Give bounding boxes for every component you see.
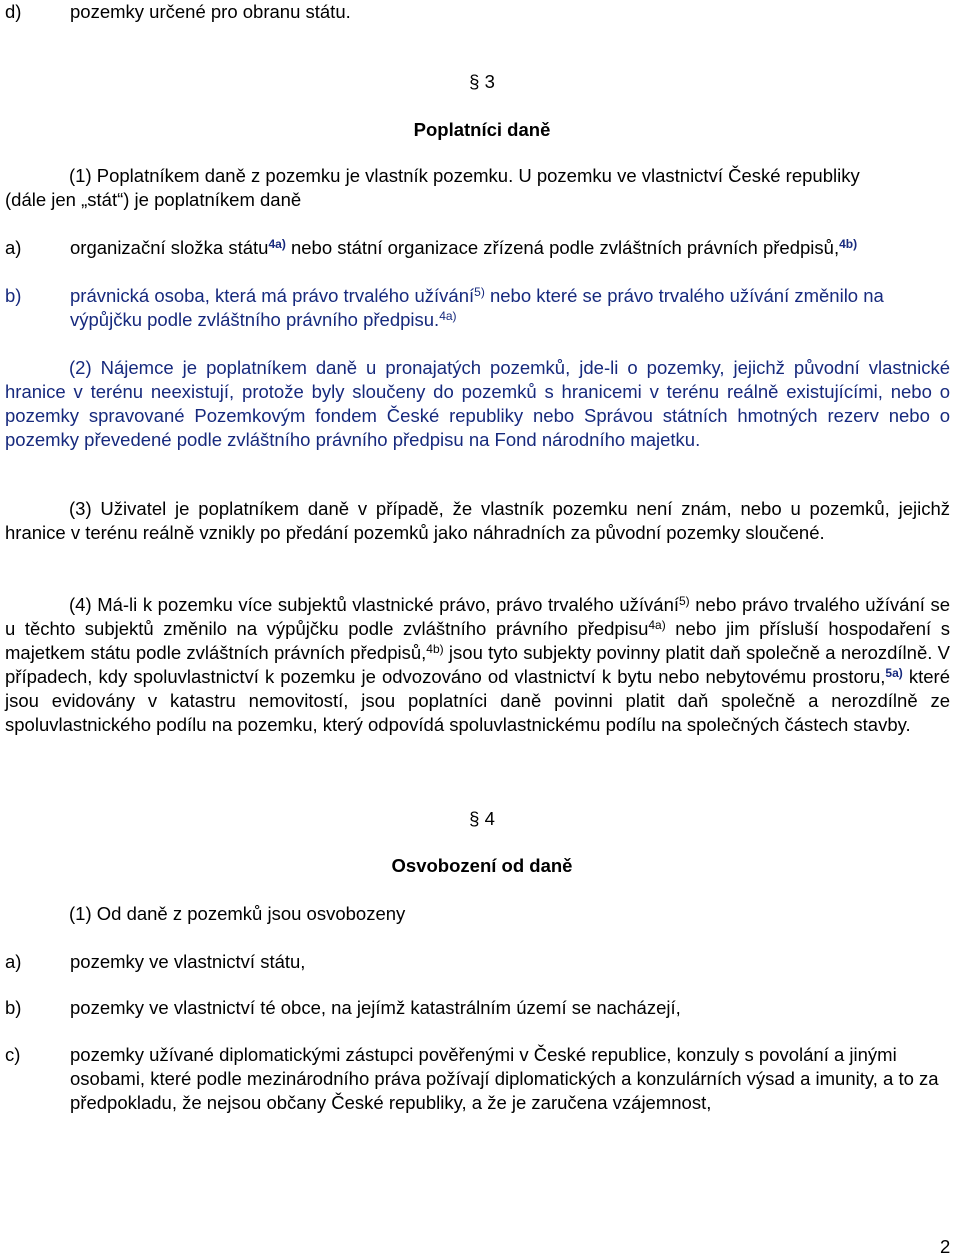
s4-marker-c: c) [5,1044,21,1065]
footnote-ref-4a[interactable]: 4a) [268,237,286,251]
s3-item-b-text2: nebo které se právo trvalého užívání změnilo na výpůjčku podle zvláštního právního předpisu. [70,285,884,330]
s3-p4-t1: (4) Má-li k pozemku více subjektů vlastnické právo, právo trvalého užívání [69,594,679,615]
section-3-number: § 3 [469,71,495,92]
s3-marker-b: b) [5,285,22,306]
s4-p1: (1) Od daně z pozemků jsou osvobozeny [69,903,406,924]
section-3-title: Poplatníci daně [413,119,551,140]
s4-item-a: pozemky ve vlastnictví státu, [70,951,306,972]
list-item-d: pozemky určené pro obranu státu. [70,1,351,22]
footnote-ref-5[interactable]: 5) [474,285,485,299]
s3-paragraph-3: (3) Uživatel je poplatníkem daně v případě, že vlastník pozemku není znám, nebo u pozemků, jejichž hranice v terénu reálně vznikly po předání pozemků jako náhradních za původní pozemky sloučené. [5,498,950,543]
footnote-ref-4b[interactable]: 4b) [839,237,858,251]
s3-p4-t3: nebo jim přísluší hospodaření s majetkem státu podle zvláštních právních předpisů, [5,618,950,663]
list-marker-d: d) [5,1,22,22]
footnote-ref-5-p4[interactable]: 5) [679,594,690,608]
s3-paragraph-2: (2) Nájemce je poplatníkem daně u pronajatých pozemků, jde-li o pozemky, jejichž původní vlastnické hranice v terénu neexistují, protože byly sloučeny do pozemků s hranicemi v terénu reálně existujícími, nebo o pozemky spravované Pozemkovým fondem České republiky nebo Správou státních hmotných rezerv nebo o pozemky převedené podle zvláštního právního předpisu na Fond národního majetku. [5,357,950,450]
footnote-ref-5a[interactable]: 5a) [885,666,903,680]
s3-paragraph-4 [5,593,950,737]
s3-item-b [70,284,950,332]
s3-p1-line2: (dále jen „stát“) je poplatníkem daně [5,189,302,210]
section-4-number: § 4 [469,808,495,829]
footnote-ref-4a-p4[interactable]: 4a) [648,618,666,632]
s3-p4-t4: jsou tyto subjekty povinny platit daň společně a nerozdílně. V případech, kdy spoluvlastnictví k pozemku je odvozováno od vlastnictví k bytu nebo nebytovému prostoru, [5,642,951,687]
s3-p1-line1: (1) Poplatníkem daně z pozemku je vlastník pozemku. U pozemku ve vlastnictví České republiky [69,165,860,186]
s4-marker-a: a) [5,951,22,972]
footnote-ref-4a-b[interactable]: 4a) [439,309,457,323]
s3-item-a-text: organizační složka státu [70,237,269,258]
s3-item-b-text1: právnická osoba, která má právo trvalého užívání [70,285,475,306]
s3-p4-t5: které jsou evidovány v katastru nemovitostí, jsou poplatníci daně povinni platit daň společně a nerozdílně ze spoluvlastnického podílu na pozemku, který odpovídá spoluvlastnickému podílu na společných částech stavby. [5,666,950,735]
s4-item-b: pozemky ve vlastnictví té obce, na jejímž katastrálním území se nacházejí, [70,997,681,1018]
s3-item-a-text2: nebo státní organizace zřízená podle zvláštních právních předpisů, [285,237,840,258]
section-4-title: Osvobození od daně [391,855,573,876]
s3-p4-t2: nebo právo trvalého užívání se u těchto subjektů změnilo na výpůjčku podle zvláštního právního předpisu [5,594,950,639]
s4-item-c: pozemky užívané diplomatickými zástupci pověřenými v České republice, konzuly s povolání a jinými osobami, které podle mezinárodního práva požívají diplomatických a konzulárních výsad a imunity, a to za předpokladu, že nejsou občany České republiky, a že je zaručena vzájemnost, [70,1044,939,1113]
page-number: 2 [940,1236,951,1257]
s3-item-a [70,236,950,260]
s3-marker-a: a) [5,237,22,258]
s4-marker-b: b) [5,997,22,1018]
footnote-ref-4b-p4[interactable]: 4b) [426,642,444,656]
